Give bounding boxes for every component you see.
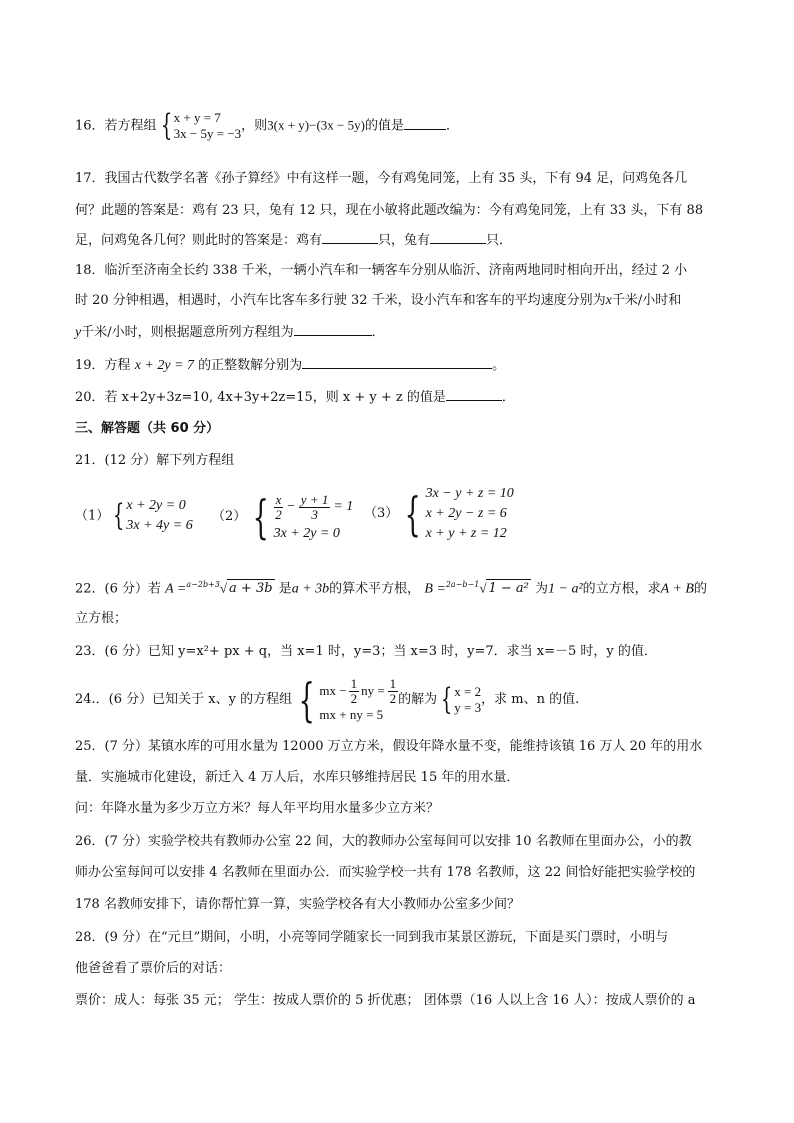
question-19 <box>75 356 505 375</box>
q20-answer-blank[interactable] <box>446 388 502 401</box>
q17-text-c: 只． <box>486 233 513 248</box>
question-28-line2: 他爸爸看了票价后的对话： <box>75 961 232 976</box>
q20-prefix: 20．若 x+2y+3z=10, 4x+3y+2z=15，则 x + y + z 的值是 <box>75 390 446 405</box>
question-25-line2: 量．实施城市化建设，新迁入 4 万人后，水库只够维持居民 15 年的用水量． <box>75 770 520 785</box>
q22-A-index: a−2b+3 <box>186 580 220 589</box>
question-26-line1: 26．(7 分）实验学校共有教师办公室 22 间，大的教师办公室每间可以安排 10 名教师在里面办公，小的教 <box>75 834 692 849</box>
q21-p3-eq2: x + 2y − z = 6 <box>425 506 507 521</box>
q24-eq1-frac-den: 2 <box>350 690 358 706</box>
q24-eq2: mx + ny = 5 <box>319 707 384 722</box>
question-25-line3: 问：年降水量为多少万立方米？每人年平均用水量多少立方米？ <box>75 801 440 816</box>
q21-p1-eq1: x + 2y = 0 <box>126 498 186 513</box>
q21-p3-label: （3） <box>364 506 399 521</box>
q21-p1-eq2: 3x + 4y = 6 <box>126 518 193 533</box>
q22-text-3: 为 <box>534 581 548 597</box>
q22-prefix: 22．(6 分）若 <box>75 581 162 597</box>
q16-eq2: 3x − 5y = −3 <box>173 126 242 141</box>
q21-p2-frac2-den: 3 <box>311 506 318 522</box>
q22-B-radicand: 1 − a² <box>488 581 529 597</box>
q19-answer-blank[interactable] <box>302 356 492 369</box>
q20-suffix: ． <box>501 390 515 405</box>
q24-sol1: x = 2 <box>454 684 482 699</box>
q18-var-y: y <box>75 325 82 340</box>
q19-equation: x + 2y = 7 <box>134 358 195 373</box>
question-20 <box>75 388 515 407</box>
q21-p1-label: （1） <box>75 508 110 524</box>
question-16 <box>75 110 459 142</box>
question-21-part1 <box>75 496 193 536</box>
q19-suffix: 。 <box>492 358 506 373</box>
question-17-line2: 何？此题的答案是：鸡有 23 只，兔有 12 只，现在小敏将此题改编为：今有鸡兔同笼，上有 33 头，下有 88 <box>75 203 704 218</box>
q22-sum-expr: A + B <box>660 581 694 597</box>
q24-eq1-frac-num: 1 <box>350 675 358 691</box>
question-17-line3 <box>75 231 512 250</box>
question-21-part2 <box>212 490 353 544</box>
q22-expr-1: a + 3b <box>291 581 330 597</box>
q21-p3-eq1: 3x − y + z = 10 <box>425 486 514 501</box>
q22-text-2: 的算术平方根， <box>329 581 421 597</box>
question-26-line3: 178 名教师安排下，请你帮忙算一算，实验学校各有大小教师办公室多少间？ <box>75 897 520 912</box>
question-21-part3 <box>364 484 514 544</box>
question-22-line2: 立方根； <box>75 611 128 626</box>
q17-text-a: 足，问鸡兔各几何？则此时的答案是：鸡有 <box>75 233 323 248</box>
q16-answer-blank[interactable] <box>404 117 446 130</box>
q24-sol2: y = 3 <box>454 700 482 715</box>
question-25-line1: 25．(7 分）某镇水库的可用水量为 12000 万立方米，假设年降水量不变，能维持该镇 16 万人 20 年的用水 <box>75 739 703 754</box>
question-26-line2: 师办公室每间可以安排 4 名教师在里面办公．而实验学校一共有 178 名教师，这 22 间恰好能把实验学校的 <box>75 865 696 880</box>
q22-B-index: 2a−b−1 <box>445 580 480 589</box>
q21-p2-system: { $\frac{x}{2}$ − $\frac{y + 1}{3}$ = 1 3x + 2y = 0 <box>252 490 354 544</box>
q21-p2-rhs: = 1 <box>333 499 354 514</box>
q18-text-a: 时 20 分钟相遇，相遇时，小汽车比客车多行驶 32 千米，设小汽车和客车的平均速度分别为 <box>75 293 606 308</box>
q24-eq1-b: ny = <box>361 683 385 698</box>
q22-A-label: A = <box>165 581 187 597</box>
q17-chicken-blank[interactable] <box>322 231 378 244</box>
q22-text-1: 是 <box>278 581 292 597</box>
q18-text-b: 千米/小时和 <box>611 293 682 308</box>
question-18-line3 <box>75 323 385 342</box>
section-heading: 三、解答题（共 60 分） <box>75 421 220 436</box>
q18-var-x: x <box>605 293 612 308</box>
q18-text-d: ． <box>371 325 385 340</box>
q21-p3-eq3: x + y + z = 12 <box>425 526 507 541</box>
q17-text-b: 只，兔有 <box>378 233 431 248</box>
q22-text-4: 的立方根，求 <box>582 581 661 597</box>
q18-text-c: 千米/小时，则根据题意所列方程组为 <box>81 325 294 340</box>
q19-middle: 的正整数解分别为 <box>198 358 303 373</box>
q24-solution: { x = 2 y = 3 <box>441 682 482 717</box>
q24-middle: 的解为 <box>398 692 438 707</box>
q24-eq1-rhs-den: 2 <box>389 690 397 706</box>
question-18-line1: 18．临沂至济南全长约 338 千米，一辆小汽车和一辆客车分别从临沂、济南两地同时相向开出，经过 2 小 <box>75 263 688 278</box>
question-21-intro: 21．(12 分）解下列方程组 <box>75 453 235 468</box>
q21-p2-frac1-num: x <box>275 491 282 507</box>
question-24 <box>75 673 580 727</box>
q21-p2-frac2-num: y + 1 <box>300 491 329 507</box>
q22-text-5: 的 <box>693 581 707 597</box>
question-28-line1: 28．(9 分）在“元旦”期间，小明，小亮等同学随家长一同到我市某景区游玩，下面是买门票时，小明与 <box>75 930 669 945</box>
question-28-line3: 票价：成人：每张 35 元； 学生：按成人票价的 5 折优惠； 团体票（16 人以上含 16 人）：按成人票价的 a <box>75 993 696 1008</box>
q21-p2-label: （2） <box>212 509 247 524</box>
question-23: 23．(6 分）已知 y=x²+ px + q，当 x=1 时，y=3；当 x=3 时，y=7．求当 x=－5 时，y 的值． <box>75 644 657 659</box>
q24-prefix: 24.．(6 分）已知关于 x、y 的方程组 <box>75 692 293 707</box>
q19-prefix: 19．方程 <box>75 358 131 373</box>
q16-middle: ，则3(x + y)−(3x − 5y)的值是 <box>241 117 404 133</box>
q21-p2-minus: − <box>286 499 296 514</box>
q24-suffix: ，求 m、n 的值. <box>481 692 580 707</box>
q22-B-label: B = <box>424 581 446 597</box>
q21-p2-eq2: 3x + 2y = 0 <box>273 526 340 541</box>
q21-p3-system: { 3x − y + z = 10 x + 2y − z = 6 x + y + z = 12 <box>398 484 514 544</box>
q18-answer-blank[interactable] <box>294 323 372 336</box>
question-17-line1: 17．我国古代数学名著《孙子算经》中有这样一题，今有鸡兔同笼，上有 35 头，下有 94 足，问鸡兔各几 <box>75 171 688 186</box>
q16-suffix: ． <box>445 118 459 134</box>
q22-A-radicand: a + 3b <box>229 581 273 597</box>
q16-eq1: x + y = 7 <box>173 110 221 125</box>
q16-prefix: 16．若方程组 <box>75 118 157 134</box>
q24-system: { mx − $\frac{1}{2}$ ny = $\frac{1}{2}$ mx + ny = 5 <box>298 673 397 727</box>
question-18-line2 <box>75 292 681 310</box>
q21-p2-frac1-den: 2 <box>275 506 282 522</box>
q17-rabbit-blank[interactable] <box>430 231 486 244</box>
q24-eq1-rhs-num: 1 <box>389 675 397 691</box>
q22-expr-3: 1 − a² <box>548 581 583 597</box>
question-22-line1: 22．(6 分）若 A =$^{a-2b+3}$√ a + 3b 是a + 3b的算术平方根， B =$^{2a-b-1}$√ 1 − a² 为1 − a²的立方根，求A + B的 <box>75 580 707 597</box>
q21-p1-system: { x + 2y = 0 3x + 4y = 6 <box>109 496 192 536</box>
q16-system: { x + y = 7 3x − 5y = −3 <box>160 108 242 143</box>
q24-eq1-a: mx − <box>319 683 347 698</box>
